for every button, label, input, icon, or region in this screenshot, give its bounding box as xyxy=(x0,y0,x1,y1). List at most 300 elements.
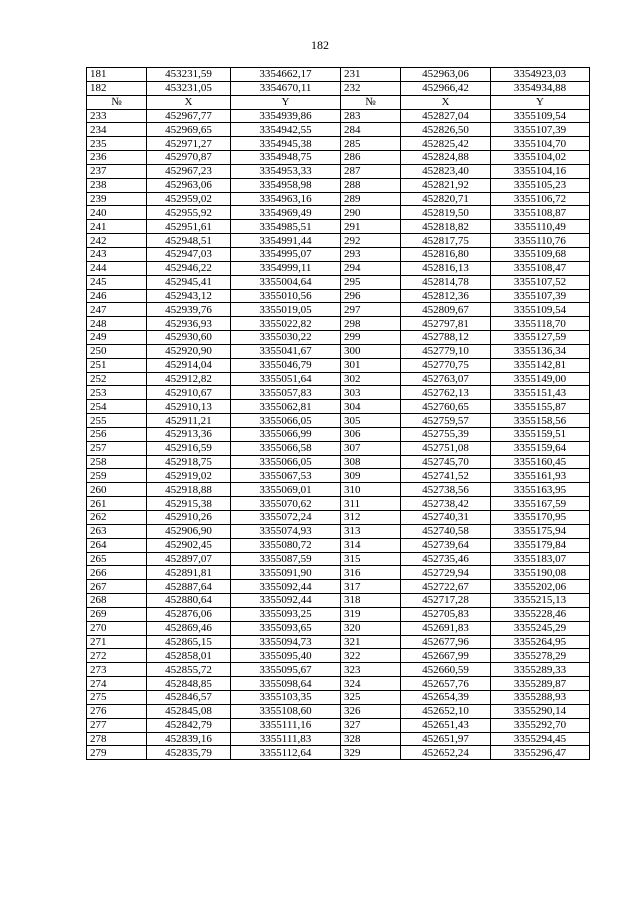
cell-x-coordinate: 452845,08 xyxy=(147,704,231,718)
cell-x-coordinate: 452797,81 xyxy=(401,317,491,331)
cell-point-number: 327 xyxy=(341,718,401,732)
cell-x-coordinate: 452760,65 xyxy=(401,400,491,414)
cell-x-coordinate: 452936,93 xyxy=(147,317,231,331)
cell-y-coordinate: 3354923,03 xyxy=(491,68,590,82)
cell-x-coordinate: 452918,75 xyxy=(147,455,231,469)
cell-point-number: 298 xyxy=(341,317,401,331)
cell-y-coordinate: 3355093,65 xyxy=(231,621,341,635)
cell-x-coordinate: 452816,13 xyxy=(401,261,491,275)
cell-y-coordinate: 3355278,29 xyxy=(491,649,590,663)
table-row xyxy=(87,192,590,206)
cell-x-coordinate: 452741,52 xyxy=(401,469,491,483)
cell-point-number: 260 xyxy=(87,483,147,497)
table-row xyxy=(87,663,590,677)
cell-y-coordinate: 3355294,45 xyxy=(491,732,590,746)
table-row xyxy=(87,594,590,608)
cell-point-number: 325 xyxy=(341,690,401,704)
cell-x-coordinate: 452729,94 xyxy=(401,566,491,580)
cell-x-coordinate: 452660,59 xyxy=(401,663,491,677)
cell-y-coordinate: 3355074,93 xyxy=(231,524,341,538)
cell-x-coordinate: 452651,97 xyxy=(401,732,491,746)
cell-x-coordinate: 452920,90 xyxy=(147,344,231,358)
cell-point-number: 235 xyxy=(87,137,147,151)
cell-y-coordinate: 3355072,24 xyxy=(231,511,341,525)
cell-point-number: 320 xyxy=(341,621,401,635)
cell-point-number: 310 xyxy=(341,483,401,497)
cell-y-coordinate: 3355170,95 xyxy=(491,511,590,525)
cell-y-coordinate: 3354670,11 xyxy=(231,81,341,95)
cell-point-number: 266 xyxy=(87,566,147,580)
table-row xyxy=(87,81,590,95)
table-row xyxy=(87,441,590,455)
cell-x-coordinate: 452914,04 xyxy=(147,358,231,372)
cell-point-number: 265 xyxy=(87,552,147,566)
table-row xyxy=(87,497,590,511)
cell-point-number: 255 xyxy=(87,414,147,428)
cell-x-coordinate: 452969,65 xyxy=(147,123,231,137)
cell-y-coordinate: 3355062,81 xyxy=(231,400,341,414)
cell-y-coordinate: 3355057,83 xyxy=(231,386,341,400)
cell-point-number: 296 xyxy=(341,289,401,303)
cell-y-coordinate: 3355070,62 xyxy=(231,497,341,511)
cell-y-coordinate: 3354945,38 xyxy=(231,137,341,151)
cell-y-coordinate: 3355019,05 xyxy=(231,303,341,317)
cell-point-number: 322 xyxy=(341,649,401,663)
cell-point-number: 316 xyxy=(341,566,401,580)
cell-x-coordinate: 452788,12 xyxy=(401,331,491,345)
cell-x-coordinate: 452745,70 xyxy=(401,455,491,469)
cell-point-number: 251 xyxy=(87,358,147,372)
cell-x-coordinate: 452816,80 xyxy=(401,247,491,261)
cell-y-coordinate: 3355104,16 xyxy=(491,164,590,178)
cell-y-coordinate: 3355066,05 xyxy=(231,414,341,428)
cell-point-number: 323 xyxy=(341,663,401,677)
cell-y-coordinate: 3354662,17 xyxy=(231,68,341,82)
cell-y-coordinate: 3355004,64 xyxy=(231,275,341,289)
cell-y-coordinate: 3355288,93 xyxy=(491,690,590,704)
cell-x-coordinate: 452738,42 xyxy=(401,497,491,511)
cell-x-coordinate: 452967,77 xyxy=(147,109,231,123)
table-row xyxy=(87,566,590,580)
column-header: Y xyxy=(491,95,590,109)
cell-y-coordinate: 3354963,16 xyxy=(231,192,341,206)
column-header: № xyxy=(87,95,147,109)
table-row xyxy=(87,68,590,82)
table-row xyxy=(87,331,590,345)
column-header: X xyxy=(401,95,491,109)
table-row xyxy=(87,220,590,234)
cell-point-number: 328 xyxy=(341,732,401,746)
cell-y-coordinate: 3355290,14 xyxy=(491,704,590,718)
cell-y-coordinate: 3354948,75 xyxy=(231,151,341,165)
table-row xyxy=(87,607,590,621)
cell-y-coordinate: 3355175,94 xyxy=(491,524,590,538)
table-row xyxy=(87,469,590,483)
cell-y-coordinate: 3355094,73 xyxy=(231,635,341,649)
cell-x-coordinate: 452739,64 xyxy=(401,538,491,552)
cell-y-coordinate: 3355292,70 xyxy=(491,718,590,732)
cell-point-number: 239 xyxy=(87,192,147,206)
cell-x-coordinate: 452946,22 xyxy=(147,261,231,275)
cell-y-coordinate: 3355098,64 xyxy=(231,677,341,691)
cell-point-number: 313 xyxy=(341,524,401,538)
cell-point-number: 242 xyxy=(87,234,147,248)
cell-y-coordinate: 3355136,34 xyxy=(491,344,590,358)
cell-point-number: 262 xyxy=(87,511,147,525)
table-row xyxy=(87,580,590,594)
cell-point-number: 289 xyxy=(341,192,401,206)
cell-x-coordinate: 452770,75 xyxy=(401,358,491,372)
cell-point-number: 277 xyxy=(87,718,147,732)
cell-x-coordinate: 452824,88 xyxy=(401,151,491,165)
cell-x-coordinate: 452902,45 xyxy=(147,538,231,552)
cell-y-coordinate: 3355080,72 xyxy=(231,538,341,552)
cell-y-coordinate: 3355108,87 xyxy=(491,206,590,220)
cell-y-coordinate: 3355107,39 xyxy=(491,289,590,303)
cell-x-coordinate: 452910,67 xyxy=(147,386,231,400)
cell-point-number: 321 xyxy=(341,635,401,649)
cell-x-coordinate: 452916,59 xyxy=(147,441,231,455)
cell-y-coordinate: 3355095,67 xyxy=(231,663,341,677)
cell-y-coordinate: 3355127,59 xyxy=(491,331,590,345)
cell-x-coordinate: 452738,56 xyxy=(401,483,491,497)
cell-y-coordinate: 3355046,79 xyxy=(231,358,341,372)
cell-y-coordinate: 3355066,58 xyxy=(231,441,341,455)
cell-x-coordinate: 452858,01 xyxy=(147,649,231,663)
cell-y-coordinate: 3355161,93 xyxy=(491,469,590,483)
cell-point-number: 234 xyxy=(87,123,147,137)
cell-y-coordinate: 3355104,02 xyxy=(491,151,590,165)
cell-point-number: 236 xyxy=(87,151,147,165)
cell-point-number: 283 xyxy=(341,109,401,123)
table-row xyxy=(87,247,590,261)
cell-x-coordinate: 452911,21 xyxy=(147,414,231,428)
cell-y-coordinate: 3354995,07 xyxy=(231,247,341,261)
cell-y-coordinate: 3355112,64 xyxy=(231,746,341,760)
cell-x-coordinate: 452876,06 xyxy=(147,607,231,621)
cell-y-coordinate: 3355069,01 xyxy=(231,483,341,497)
cell-y-coordinate: 3355108,47 xyxy=(491,261,590,275)
cell-point-number: 232 xyxy=(341,81,401,95)
cell-x-coordinate: 452779,10 xyxy=(401,344,491,358)
cell-x-coordinate: 452848,85 xyxy=(147,677,231,691)
cell-x-coordinate: 452897,07 xyxy=(147,552,231,566)
cell-point-number: 287 xyxy=(341,164,401,178)
table-row xyxy=(87,206,590,220)
table-row xyxy=(87,137,590,151)
cell-x-coordinate: 452918,88 xyxy=(147,483,231,497)
cell-y-coordinate: 3355067,53 xyxy=(231,469,341,483)
cell-point-number: 246 xyxy=(87,289,147,303)
table-row xyxy=(87,552,590,566)
cell-x-coordinate: 452835,79 xyxy=(147,746,231,760)
cell-x-coordinate: 452846,57 xyxy=(147,690,231,704)
cell-y-coordinate: 3355167,59 xyxy=(491,497,590,511)
column-header: № xyxy=(341,95,401,109)
cell-x-coordinate: 452823,40 xyxy=(401,164,491,178)
cell-point-number: 307 xyxy=(341,441,401,455)
cell-y-coordinate: 3354942,55 xyxy=(231,123,341,137)
cell-point-number: 319 xyxy=(341,607,401,621)
cell-point-number: 247 xyxy=(87,303,147,317)
cell-y-coordinate: 3355091,90 xyxy=(231,566,341,580)
table-row xyxy=(87,151,590,165)
cell-y-coordinate: 3355160,45 xyxy=(491,455,590,469)
cell-x-coordinate: 452691,83 xyxy=(401,621,491,635)
cell-x-coordinate: 452948,51 xyxy=(147,234,231,248)
cell-y-coordinate: 3354953,33 xyxy=(231,164,341,178)
cell-point-number: 249 xyxy=(87,331,147,345)
cell-point-number: 294 xyxy=(341,261,401,275)
cell-y-coordinate: 3355190,08 xyxy=(491,566,590,580)
cell-x-coordinate: 453231,59 xyxy=(147,68,231,82)
cell-x-coordinate: 452819,50 xyxy=(401,206,491,220)
cell-y-coordinate: 3355149,00 xyxy=(491,372,590,386)
cell-x-coordinate: 452826,50 xyxy=(401,123,491,137)
cell-x-coordinate: 452759,57 xyxy=(401,414,491,428)
cell-point-number: 182 xyxy=(87,81,147,95)
cell-y-coordinate: 3355092,44 xyxy=(231,594,341,608)
cell-point-number: 231 xyxy=(341,68,401,82)
cell-point-number: 261 xyxy=(87,497,147,511)
column-header: Y xyxy=(231,95,341,109)
cell-x-coordinate: 452722,67 xyxy=(401,580,491,594)
cell-point-number: 259 xyxy=(87,469,147,483)
cell-y-coordinate: 3355107,52 xyxy=(491,275,590,289)
cell-point-number: 258 xyxy=(87,455,147,469)
cell-x-coordinate: 452971,27 xyxy=(147,137,231,151)
cell-point-number: 297 xyxy=(341,303,401,317)
cell-y-coordinate: 3355104,70 xyxy=(491,137,590,151)
cell-x-coordinate: 452755,39 xyxy=(401,427,491,441)
table-row xyxy=(87,690,590,704)
table-row xyxy=(87,344,590,358)
cell-y-coordinate: 3355228,46 xyxy=(491,607,590,621)
cell-y-coordinate: 3355105,23 xyxy=(491,178,590,192)
column-header: X xyxy=(147,95,231,109)
table-row xyxy=(87,414,590,428)
cell-y-coordinate: 3355296,47 xyxy=(491,746,590,760)
cell-point-number: 252 xyxy=(87,372,147,386)
table-row xyxy=(87,427,590,441)
cell-point-number: 268 xyxy=(87,594,147,608)
cell-x-coordinate: 452887,64 xyxy=(147,580,231,594)
cell-point-number: 324 xyxy=(341,677,401,691)
table-row xyxy=(87,317,590,331)
cell-x-coordinate: 452915,38 xyxy=(147,497,231,511)
cell-point-number: 326 xyxy=(341,704,401,718)
cell-x-coordinate: 452970,87 xyxy=(147,151,231,165)
cell-point-number: 250 xyxy=(87,344,147,358)
table-row xyxy=(87,386,590,400)
table-row xyxy=(87,358,590,372)
cell-y-coordinate: 3355109,54 xyxy=(491,109,590,123)
cell-y-coordinate: 3354958,98 xyxy=(231,178,341,192)
cell-point-number: 285 xyxy=(341,137,401,151)
coordinates-table-body xyxy=(87,68,590,760)
cell-x-coordinate: 452930,60 xyxy=(147,331,231,345)
cell-x-coordinate: 452740,31 xyxy=(401,511,491,525)
cell-x-coordinate: 452943,12 xyxy=(147,289,231,303)
table-row xyxy=(87,483,590,497)
cell-point-number: 272 xyxy=(87,649,147,663)
cell-point-number: 311 xyxy=(341,497,401,511)
cell-x-coordinate: 452809,67 xyxy=(401,303,491,317)
cell-point-number: 245 xyxy=(87,275,147,289)
cell-y-coordinate: 3355118,70 xyxy=(491,317,590,331)
cell-point-number: 240 xyxy=(87,206,147,220)
cell-x-coordinate: 452912,82 xyxy=(147,372,231,386)
cell-x-coordinate: 452651,43 xyxy=(401,718,491,732)
cell-y-coordinate: 3355289,87 xyxy=(491,677,590,691)
cell-point-number: 292 xyxy=(341,234,401,248)
table-row xyxy=(87,704,590,718)
cell-x-coordinate: 452812,36 xyxy=(401,289,491,303)
cell-point-number: 269 xyxy=(87,607,147,621)
cell-point-number: 305 xyxy=(341,414,401,428)
cell-x-coordinate: 452919,02 xyxy=(147,469,231,483)
page-number: 182 xyxy=(311,38,329,52)
cell-point-number: 271 xyxy=(87,635,147,649)
table-row xyxy=(87,123,590,137)
cell-x-coordinate: 452913,36 xyxy=(147,427,231,441)
cell-point-number: 238 xyxy=(87,178,147,192)
cell-point-number: 273 xyxy=(87,663,147,677)
cell-point-number: 284 xyxy=(341,123,401,137)
cell-point-number: 276 xyxy=(87,704,147,718)
cell-point-number: 303 xyxy=(341,386,401,400)
cell-y-coordinate: 3355179,84 xyxy=(491,538,590,552)
cell-x-coordinate: 452827,04 xyxy=(401,109,491,123)
table-row xyxy=(87,677,590,691)
table-row xyxy=(87,372,590,386)
cell-x-coordinate: 453231,05 xyxy=(147,81,231,95)
table-row xyxy=(87,178,590,192)
cell-point-number: 253 xyxy=(87,386,147,400)
cell-y-coordinate: 3355151,43 xyxy=(491,386,590,400)
cell-point-number: 267 xyxy=(87,580,147,594)
cell-y-coordinate: 3355108,60 xyxy=(231,704,341,718)
table-row xyxy=(87,455,590,469)
cell-point-number: 304 xyxy=(341,400,401,414)
cell-x-coordinate: 452818,82 xyxy=(401,220,491,234)
cell-y-coordinate: 3355022,82 xyxy=(231,317,341,331)
cell-point-number: 315 xyxy=(341,552,401,566)
cell-y-coordinate: 3354934,88 xyxy=(491,81,590,95)
table-row xyxy=(87,511,590,525)
cell-x-coordinate: 452963,06 xyxy=(147,178,231,192)
cell-y-coordinate: 3355066,99 xyxy=(231,427,341,441)
cell-x-coordinate: 452939,76 xyxy=(147,303,231,317)
cell-point-number: 302 xyxy=(341,372,401,386)
cell-point-number: 241 xyxy=(87,220,147,234)
cell-x-coordinate: 452717,28 xyxy=(401,594,491,608)
cell-point-number: 270 xyxy=(87,621,147,635)
cell-y-coordinate: 3355109,68 xyxy=(491,247,590,261)
cell-y-coordinate: 3355030,22 xyxy=(231,331,341,345)
cell-y-coordinate: 3355159,51 xyxy=(491,427,590,441)
cell-y-coordinate: 3354999,11 xyxy=(231,261,341,275)
cell-y-coordinate: 3355103,35 xyxy=(231,690,341,704)
cell-point-number: 293 xyxy=(341,247,401,261)
cell-point-number: 254 xyxy=(87,400,147,414)
cell-x-coordinate: 452763,07 xyxy=(401,372,491,386)
cell-y-coordinate: 3354985,51 xyxy=(231,220,341,234)
cell-x-coordinate: 452963,06 xyxy=(401,68,491,82)
table-row xyxy=(87,261,590,275)
table-row xyxy=(87,649,590,663)
cell-y-coordinate: 3355110,76 xyxy=(491,234,590,248)
cell-y-coordinate: 3354991,44 xyxy=(231,234,341,248)
cell-x-coordinate: 452910,13 xyxy=(147,400,231,414)
cell-x-coordinate: 452657,76 xyxy=(401,677,491,691)
cell-x-coordinate: 452652,10 xyxy=(401,704,491,718)
cell-point-number: 237 xyxy=(87,164,147,178)
cell-x-coordinate: 452951,61 xyxy=(147,220,231,234)
cell-x-coordinate: 452947,03 xyxy=(147,247,231,261)
cell-x-coordinate: 452821,92 xyxy=(401,178,491,192)
cell-x-coordinate: 452814,78 xyxy=(401,275,491,289)
table-row xyxy=(87,164,590,178)
cell-y-coordinate: 3355109,54 xyxy=(491,303,590,317)
cell-x-coordinate: 452959,02 xyxy=(147,192,231,206)
cell-y-coordinate: 3355142,81 xyxy=(491,358,590,372)
cell-y-coordinate: 3355041,67 xyxy=(231,344,341,358)
cell-x-coordinate: 452945,41 xyxy=(147,275,231,289)
cell-point-number: 309 xyxy=(341,469,401,483)
cell-point-number: 256 xyxy=(87,427,147,441)
cell-y-coordinate: 3355158,56 xyxy=(491,414,590,428)
cell-point-number: 329 xyxy=(341,746,401,760)
cell-x-coordinate: 452967,23 xyxy=(147,164,231,178)
cell-x-coordinate: 452910,26 xyxy=(147,511,231,525)
cell-point-number: 308 xyxy=(341,455,401,469)
cell-x-coordinate: 452869,46 xyxy=(147,621,231,635)
cell-x-coordinate: 452825,42 xyxy=(401,137,491,151)
table-row xyxy=(87,303,590,317)
cell-point-number: 301 xyxy=(341,358,401,372)
cell-point-number: 312 xyxy=(341,511,401,525)
cell-point-number: 244 xyxy=(87,261,147,275)
cell-y-coordinate: 3355245,29 xyxy=(491,621,590,635)
cell-x-coordinate: 452677,96 xyxy=(401,635,491,649)
cell-point-number: 257 xyxy=(87,441,147,455)
cell-y-coordinate: 3355095,40 xyxy=(231,649,341,663)
cell-y-coordinate: 3355264,95 xyxy=(491,635,590,649)
cell-x-coordinate: 452667,99 xyxy=(401,649,491,663)
table-row xyxy=(87,621,590,635)
cell-point-number: 299 xyxy=(341,331,401,345)
table-row xyxy=(87,746,590,760)
cell-x-coordinate: 452705,83 xyxy=(401,607,491,621)
cell-point-number: 233 xyxy=(87,109,147,123)
cell-point-number: 306 xyxy=(341,427,401,441)
cell-y-coordinate: 3355111,16 xyxy=(231,718,341,732)
cell-y-coordinate: 3355010,56 xyxy=(231,289,341,303)
cell-y-coordinate: 3355159,64 xyxy=(491,441,590,455)
cell-x-coordinate: 452751,08 xyxy=(401,441,491,455)
cell-point-number: 291 xyxy=(341,220,401,234)
cell-x-coordinate: 452865,15 xyxy=(147,635,231,649)
cell-point-number: 288 xyxy=(341,178,401,192)
cell-point-number: 290 xyxy=(341,206,401,220)
table-row xyxy=(87,275,590,289)
cell-x-coordinate: 452842,79 xyxy=(147,718,231,732)
cell-point-number: 300 xyxy=(341,344,401,358)
cell-point-number: 275 xyxy=(87,690,147,704)
cell-x-coordinate: 452966,42 xyxy=(401,81,491,95)
cell-x-coordinate: 452955,92 xyxy=(147,206,231,220)
